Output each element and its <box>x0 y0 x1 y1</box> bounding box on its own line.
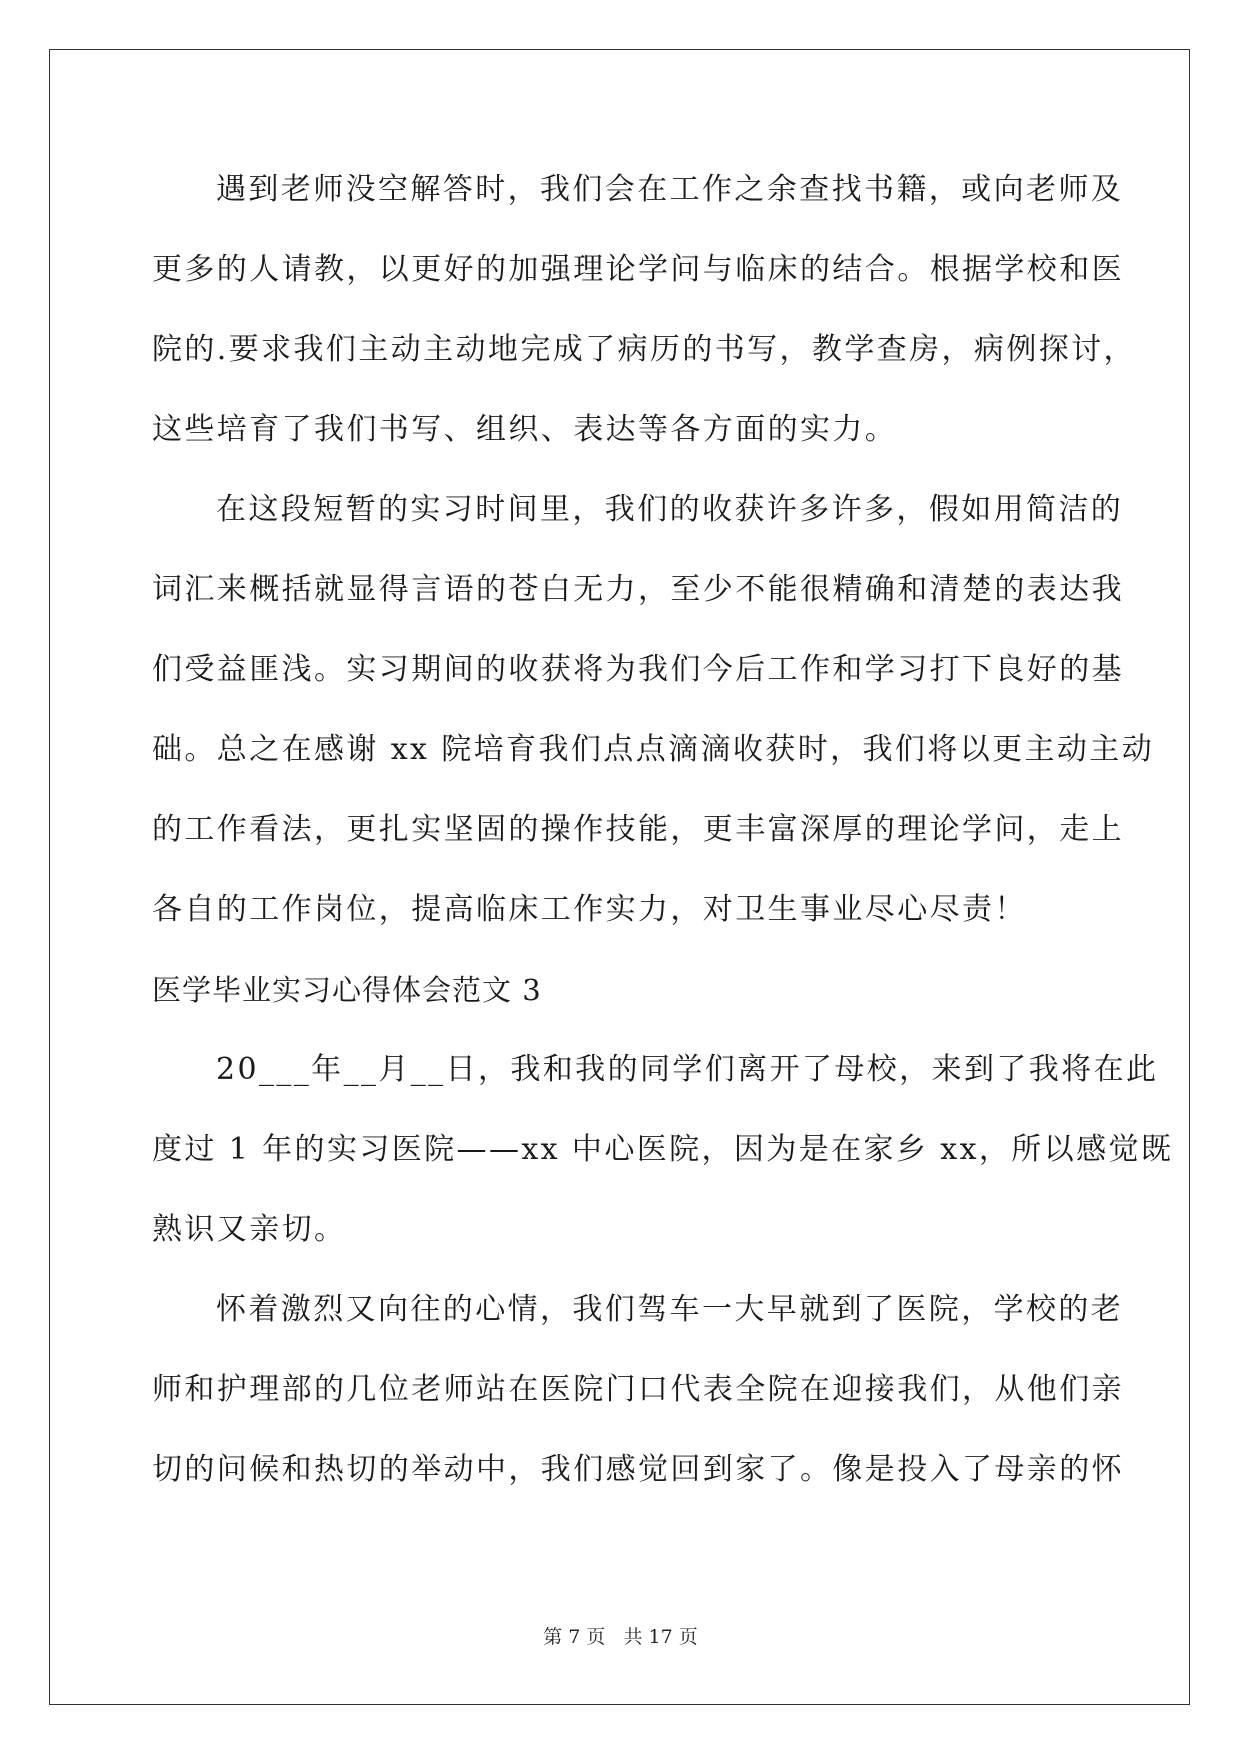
text-line-6: 词汇来概括就显得言语的苍白无力，至少不能很精确和清楚的表达我 <box>152 572 1124 607</box>
text-line-9: 的工作看法，更扎实坚固的操作技能，更丰富深厚的理论学问，走上 <box>152 812 1124 847</box>
text-line-15: 怀着激烈又向往的心情，我们驾车一大早就到了医院，学校的老 <box>216 1292 1124 1327</box>
text-line-2: 更多的人请教，以更好的加强理论学问与临床的结合。根据学校和医 <box>152 252 1124 287</box>
text-line-8: 础。总之在感谢 xx 院培育我们点点滴滴收获时，我们将以更主动主动 <box>152 732 1155 767</box>
text-line-4: 这些培育了我们书写、组织、表达等各方面的实力。 <box>152 412 898 447</box>
text-line-17: 切的问候和热切的举动中，我们感觉回到家了。像是投入了母亲的怀 <box>152 1452 1124 1487</box>
text-line-16: 师和护理部的几位老师站在医院门口代表全院在迎接我们，从他们亲 <box>152 1372 1124 1407</box>
text-line-1: 遇到老师没空解答时，我们会在工作之余查找书籍，或向老师及 <box>216 172 1124 207</box>
text-line-14: 熟识又亲切。 <box>152 1212 347 1247</box>
text-line-3: 院的.要求我们主动主动地完成了病历的书写，教学查房，病例探讨， <box>152 332 1136 367</box>
text-line-7: 们受益匪浅。实习期间的收获将为我们今后工作和学习打下良好的基 <box>152 652 1124 687</box>
text-line-12: 20___年__月__日，我和我的同学们离开了母校，来到了我将在此 <box>216 1052 1159 1087</box>
text-line-13: 度过 1 年的实习医院——xx 中心医院，因为是在家乡 xx，所以感觉既 <box>152 1132 1174 1167</box>
text-line-5: 在这段短暂的实习时间里，我们的收获许多许多，假如用简洁的 <box>216 492 1124 527</box>
page-number-footer: 第 7 页 共 17 页 <box>543 1626 698 1648</box>
section-heading: 医学毕业实习心得体会范文 3 <box>152 973 542 1007</box>
document-body <box>152 150 1174 1510</box>
text-line-10: 各自的工作岗位，提高临床工作实力，对卫生事业尽心尽责！ <box>152 892 1027 927</box>
